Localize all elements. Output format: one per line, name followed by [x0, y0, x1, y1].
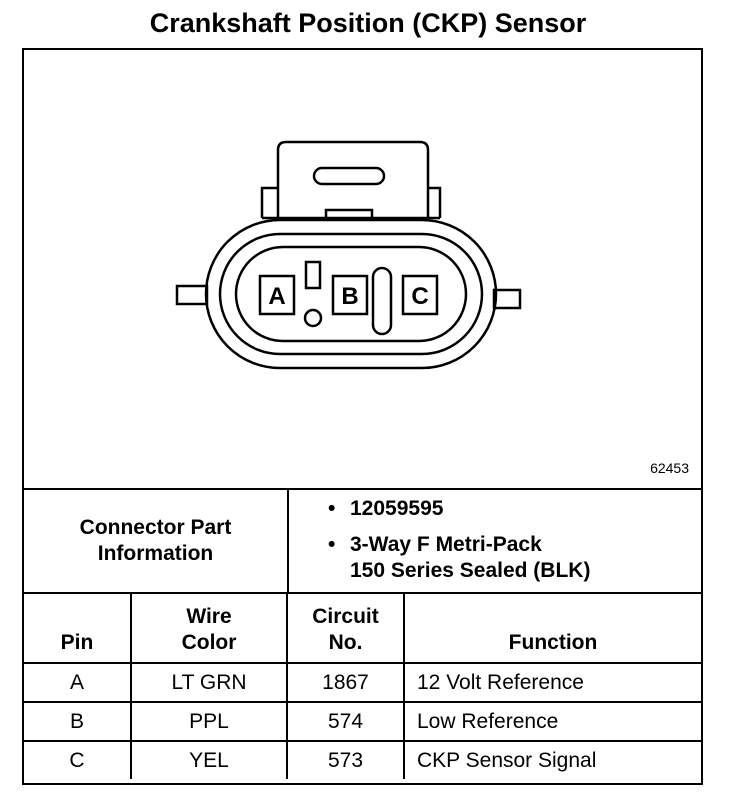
key-bar	[373, 268, 391, 334]
pin-b-label: B	[341, 283, 359, 310]
ear-left	[177, 286, 207, 304]
bullet-icon: •	[328, 497, 336, 520]
connector-info-label-line2: Information	[97, 542, 214, 565]
bullet-icon: •	[328, 533, 336, 556]
figure-id: 62453	[650, 460, 689, 476]
cell-circuit: 573	[287, 741, 404, 779]
header-function: Function	[404, 592, 701, 663]
cell-wire-color: LT GRN	[131, 663, 287, 702]
key-hole	[305, 310, 321, 326]
cell-pin: C	[24, 741, 131, 779]
header-pin: Pin	[24, 592, 131, 663]
description-item	[328, 532, 590, 584]
description-line2: 150 Series Sealed (BLK)	[350, 559, 591, 582]
cell-function: CKP Sensor Signal	[404, 741, 701, 779]
part-number: 12059595	[350, 497, 444, 520]
part-number-item	[328, 496, 590, 522]
description	[350, 532, 590, 584]
cell-function: Low Reference	[404, 702, 701, 741]
cell-wire-color: YEL	[131, 741, 287, 779]
connector-info-values	[328, 496, 590, 584]
header-circuit-no: Circuit No.	[287, 592, 404, 663]
cell-function: 12 Volt Reference	[404, 663, 701, 702]
table-row	[24, 702, 701, 741]
connector-card	[22, 48, 703, 785]
locking-tab	[278, 142, 428, 218]
pin-a-label: A	[268, 283, 286, 310]
page-title: Crankshaft Position (CKP) Sensor	[149, 8, 587, 38]
ear-right	[494, 290, 520, 308]
table-header-row	[24, 592, 701, 663]
table-row	[24, 663, 701, 702]
description-line1: 3-Way F Metri-Pack	[350, 533, 542, 556]
cell-circuit: 574	[287, 702, 404, 741]
cell-pin: B	[24, 702, 131, 741]
pinout-table	[24, 592, 701, 779]
header-wire-color: Wire Color	[131, 592, 287, 663]
pin-c-label: C	[411, 283, 429, 310]
cell-pin: A	[24, 663, 131, 702]
cell-wire-color: PPL	[131, 702, 287, 741]
connector-drawing	[24, 50, 701, 488]
tab-step-right	[428, 188, 440, 218]
tab-slot	[314, 168, 384, 184]
connector-diagram	[24, 50, 701, 490]
connector-info-label-line1: Connector Part	[79, 516, 232, 539]
connector-info-section	[24, 490, 701, 594]
connector-info-label	[24, 490, 289, 592]
table-row	[24, 741, 701, 779]
tab-step-left	[262, 188, 278, 218]
key-slot	[306, 262, 320, 288]
cell-circuit: 1867	[287, 663, 404, 702]
